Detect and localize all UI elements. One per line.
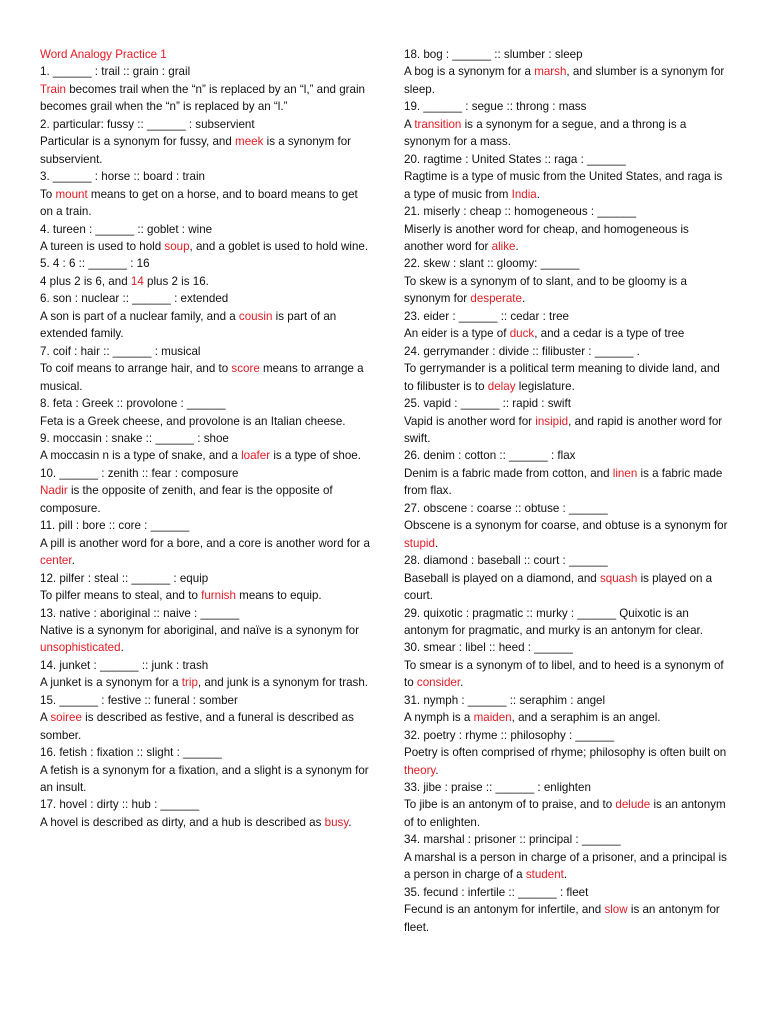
answer-word: delude [615, 798, 651, 812]
analogy-question: 20. ragtime : United States :: raga : ______ [404, 152, 626, 166]
explanation-text-pre: To pilfer means to steal, and to [40, 589, 202, 603]
analogy-explanation [404, 657, 730, 692]
explanation-text-pre: To smear is a synonym of to libel, and to heed is a synonym of to [404, 658, 724, 690]
answer-word: slow [604, 903, 628, 917]
explanation-text-pre: Poetry is often comprised of rhyme; philosophy is often built on [404, 746, 727, 760]
analogy-question: 35. fecund : infertile :: ______ : fleet [404, 885, 589, 899]
answer-word: desperate [470, 292, 522, 306]
analogy-item [404, 779, 730, 831]
analogy-item [404, 884, 730, 936]
analogy-explanation [404, 744, 730, 779]
analogy-item [40, 63, 370, 115]
analogy-question: 32. poetry : rhyme :: philosophy : ______ [404, 728, 615, 742]
analogy-item [404, 831, 730, 883]
explanation-text-pre: To jibe is an antonym of to praise, and to [404, 798, 616, 812]
explanation-text-post: means to get on a horse, and to board means to get on a train. [40, 187, 358, 219]
answer-word: theory [404, 763, 436, 777]
analogy-item [404, 151, 730, 203]
analogy-explanation [404, 360, 730, 395]
analogy-explanation [40, 587, 370, 604]
explanation-text-pre: A tureen is used to hold [40, 239, 165, 253]
explanation-text-post: . [435, 763, 439, 777]
analogy-explanation [40, 674, 370, 691]
explanation-text-post: . [515, 239, 519, 253]
analogy-explanation [404, 221, 730, 256]
analogy-explanation [404, 709, 730, 726]
explanation-text-post: means to arrange a musical. [40, 362, 364, 393]
analogy-question: 15. ______ : festive :: funeral : somber [40, 693, 238, 707]
analogy-item [404, 727, 730, 779]
analogy-question: 29. quixotic : pragmatic :: murky : ______ Quixotic is an antonym for pragmatic, and murky is an antonym for clear. [404, 606, 703, 637]
answer-word: duck [509, 327, 535, 341]
explanation-text-pre: Obscene is a synonym for coarse, and obtuse is a synonym for [404, 519, 728, 533]
analogy-explanation [404, 465, 730, 500]
explanation-text-pre: A bog is a synonym for a [404, 65, 535, 79]
analogy-item [40, 657, 370, 692]
analogy-question: 5. 4 : 6 :: ______ : 16 [40, 257, 150, 271]
explanation-text-post: . [434, 536, 439, 550]
analogy-question: 14. junket : ______ :: junk : trash [40, 658, 209, 672]
analogy-explanation [404, 413, 730, 448]
analogy-item [40, 255, 370, 290]
left-column [40, 46, 370, 831]
analogy-item [40, 290, 370, 342]
analogy-item [40, 395, 370, 430]
analogy-question: 11. pill : bore :: core : ______ [40, 519, 190, 533]
analogy-item [40, 343, 370, 395]
analogy-item [40, 517, 370, 569]
answer-word: score [231, 362, 260, 376]
answer-word: meek [235, 135, 264, 149]
analogy-explanation [404, 325, 730, 342]
analogy-explanation [40, 81, 370, 116]
right-column [404, 46, 730, 936]
analogy-item [404, 46, 730, 98]
analogy-item [40, 744, 370, 796]
answer-word: delay [487, 379, 516, 393]
analogy-explanation [40, 360, 370, 395]
explanation-text-post: means to equip. [235, 589, 322, 603]
analogy-explanation [404, 63, 730, 98]
analogy-question: 7. coif : hair :: ______ : musical [40, 344, 201, 358]
analogy-explanation [40, 814, 370, 831]
analogy-explanation [404, 517, 730, 552]
analogy-question: 16. fetish : fixation :: slight : ______ [40, 746, 222, 760]
worksheet-title: Word Analogy Practice 1 [40, 48, 167, 61]
explanation-text-post: becomes trail when the “n” is replaced by an “l,” and grain becomes grail when the “n” is replaced by an “l.” [40, 82, 365, 114]
explanation-text-pre: Vapid is another word for [404, 414, 536, 428]
explanation-text-pre: A pill is another word for a bore, and a core is another word for a [40, 536, 370, 550]
analogy-explanation [40, 482, 370, 517]
answer-word: transition [414, 117, 462, 131]
analogy-question: 13. native : aboriginal :: naive : ______ [40, 606, 240, 620]
explanation-text-post: is played on a court. [404, 571, 713, 603]
explanation-text-post: is a type of shoe. [270, 449, 361, 463]
analogy-explanation [40, 133, 370, 168]
analogy-question: 22. skew : slant :: gloomy: ______ [404, 257, 580, 271]
analogy-question: 21. miserly : cheap :: homogeneous : ______ [404, 205, 637, 219]
analogy-item [40, 692, 370, 744]
answer-word: stupid [404, 536, 435, 550]
analogy-question: 34. marshal : prisoner :: principal : ______ [404, 833, 621, 847]
explanation-text-post: , and a goblet is used to hold wine. [189, 239, 369, 253]
explanation-text-pre: Feta is a Greek cheese, and provolone is an Italian cheese. [40, 414, 346, 428]
answer-word: Nadir [40, 484, 68, 498]
explanation-text-pre: A [404, 117, 415, 131]
analogy-item [404, 203, 730, 255]
right-items [404, 46, 730, 936]
explanation-text-pre: To coif means to arrange hair, and to [40, 362, 232, 376]
analogy-explanation [404, 570, 730, 605]
explanation-text-post: is an antonym of to enlighten. [404, 798, 726, 829]
analogy-question: 25. vapid : ______ :: rapid : swift [404, 397, 571, 411]
explanation-text-pre: To skew is a synonym of to slant, and to be gloomy is a synonym for [404, 274, 687, 306]
explanation-text-post: legislature. [515, 379, 575, 393]
analogy-item [404, 692, 730, 727]
answer-word: trip [181, 676, 198, 690]
analogy-question: 26. denim : cotton :: ______ : flax [404, 449, 576, 463]
explanation-text-pre: A hovel is described as dirty, and a hub is described as [40, 815, 325, 829]
explanation-text-post: is the opposite of zenith, and fear is the opposite of composure. [40, 484, 333, 515]
explanation-text-post: is a synonym for subservient. [40, 135, 352, 166]
answer-word: India [511, 187, 537, 201]
answer-word: squash [599, 571, 638, 585]
answer-word: student [525, 868, 564, 882]
explanation-text-post: is a fabric made from flax. [404, 466, 723, 498]
analogy-item [40, 116, 370, 168]
analogy-item [40, 570, 370, 605]
answer-word: soiree [50, 711, 82, 725]
explanation-text-pre: A [40, 711, 51, 725]
analogy-item [40, 168, 370, 220]
explanation-text-post: . [563, 868, 568, 882]
analogy-item [404, 395, 730, 447]
analogy-item [404, 605, 730, 640]
analogy-item [404, 343, 730, 395]
analogy-question: 1. ______ : trail :: grain : grail [40, 65, 191, 79]
explanation-text-post: . [521, 292, 526, 306]
explanation-text-post: , and junk is a synonym for trash. [197, 676, 369, 690]
analogy-item [40, 221, 370, 256]
analogy-explanation [40, 535, 370, 570]
answer-word: cousin [238, 309, 273, 323]
explanation-text-pre: A fetish is a synonym for a fixation, and a slight is a synonym for an insult. [40, 763, 369, 795]
explanation-text-pre: Particular is a synonym for fussy, and [40, 135, 236, 149]
explanation-text-pre: To gerrymander is a political term meaning to divide land, and to filibuster is to [404, 362, 720, 393]
explanation-text-post: , and a seraphim is an angel. [511, 711, 661, 725]
explanation-text-pre: An eider is a type of [404, 327, 510, 341]
analogy-question: 33. jibe : praise :: ______ : enlighten [404, 781, 591, 795]
analogy-explanation [404, 849, 730, 884]
explanation-text-pre: To [40, 187, 56, 201]
answer-word: consider [416, 676, 461, 690]
analogy-item [40, 465, 370, 517]
answer-word: marsh [534, 65, 567, 79]
analogy-explanation [40, 273, 370, 290]
answer-word: linen [612, 466, 638, 480]
analogy-question: 9. moccasin : snake :: ______ : shoe [40, 431, 229, 445]
analogy-question: 2. particular: fussy :: ______ : subservient [40, 117, 255, 131]
analogy-question: 12. pilfer : steal :: ______ : equip [40, 571, 209, 585]
explanation-text-post: is an antonym for fleet. [404, 903, 720, 934]
analogy-question: 17. hovel : dirty :: hub : ______ [40, 798, 200, 812]
analogy-question: 6. son : nuclear :: ______ : extended [40, 292, 229, 306]
analogy-question: 24. gerrymander : divide :: filibuster : ______ . [404, 344, 640, 358]
explanation-text-post: . [460, 676, 464, 690]
analogy-question: 8. feta : Greek :: provolone : ______ [40, 397, 226, 411]
analogy-item [40, 430, 370, 465]
explanation-text-pre: A marshal is a person in charge of a prisoner, and a principal is a person in charge of a [404, 850, 727, 882]
analogy-item [40, 605, 370, 657]
explanation-text-post: . [120, 641, 124, 655]
analogy-explanation [40, 762, 370, 797]
explanation-text-post: is part of an extended family. [40, 309, 337, 341]
answer-word: busy [324, 815, 349, 829]
explanation-text-pre: A son is part of a nuclear family, and a [40, 309, 239, 323]
analogy-question: 3. ______ : horse :: board : train [40, 170, 205, 184]
answer-word: center [40, 554, 72, 568]
analogy-explanation [404, 273, 730, 308]
explanation-text-pre: Native is a synonym for aboriginal, and naïve is a synonym for [40, 623, 359, 637]
explanation-text-pre: Ragtime is a type of music from the United States, and raga is a type of music from [404, 170, 723, 201]
analogy-item [404, 98, 730, 150]
explanation-text-post: is described as festive, and a funeral is described as somber. [40, 711, 354, 742]
analogy-question: 10. ______ : zenith :: fear : composure [40, 466, 239, 480]
analogy-item [404, 255, 730, 307]
explanation-text-post: plus 2 is 16. [143, 274, 209, 288]
answer-word: loafer [241, 449, 271, 463]
answer-word: Train [40, 82, 66, 96]
explanation-text-post: . [71, 554, 75, 568]
analogy-explanation [40, 447, 370, 464]
analogy-question: 19. ______ : segue :: throng : mass [404, 100, 587, 114]
analogy-question: 23. eider : ______ :: cedar : tree [404, 309, 569, 323]
analogy-item [404, 552, 730, 604]
explanation-text-post: , and a cedar is a type of tree [534, 327, 685, 341]
analogy-item [404, 308, 730, 343]
analogy-explanation [40, 186, 370, 221]
explanation-text-pre: A moccasin n is a type of snake, and a [40, 449, 242, 463]
explanation-text-post: , and rapid is another word for swift. [404, 414, 723, 445]
answer-word: 14 [130, 274, 144, 288]
explanation-text-post: is a synonym for a segue, and a throng is a synonym for a mass. [404, 117, 687, 149]
analogy-item [40, 796, 370, 831]
analogy-question: 4. tureen : ______ :: goblet : wine [40, 222, 213, 236]
explanation-text-pre: Miserly is another word for cheap, and homogeneous is another word for [404, 222, 689, 253]
analogy-question: 18. bog : ______ :: slumber : sleep [404, 48, 583, 61]
explanation-text-post: . [348, 815, 352, 829]
analogy-explanation [40, 709, 370, 744]
analogy-explanation [404, 796, 730, 831]
explanation-text-pre: A junket is a synonym for a [40, 676, 182, 690]
analogy-explanation [40, 413, 370, 430]
explanation-text-pre: A nymph is a [404, 711, 474, 725]
explanation-text-pre: Baseball is played on a diamond, and [404, 571, 600, 585]
explanation-text-pre: Denim is a fabric made from cotton, and [404, 466, 613, 480]
analogy-question: 30. smear : libel :: heed : ______ [404, 641, 573, 655]
analogy-item [404, 500, 730, 552]
answer-word: unsophisticated [40, 641, 121, 655]
explanation-text-pre: Fecund is an antonym for infertile, and [404, 903, 605, 917]
left-items [40, 63, 370, 831]
answer-word: mount [55, 187, 88, 201]
analogy-explanation [404, 168, 730, 203]
explanation-text-pre: 4 plus 2 is 6, and [40, 274, 131, 288]
analogy-question: 31. nymph : ______ :: seraphim : angel [404, 693, 606, 707]
analogy-explanation [404, 901, 730, 936]
answer-word: insipid [535, 414, 569, 428]
analogy-explanation [40, 238, 370, 255]
answer-word: alike [491, 239, 516, 253]
answer-word: furnish [201, 589, 236, 603]
analogy-explanation [40, 622, 370, 657]
analogy-explanation [404, 116, 730, 151]
analogy-item [404, 639, 730, 691]
answer-word: maiden [473, 711, 512, 725]
analogy-question: 28. diamond : baseball :: court : ______ [404, 554, 608, 568]
analogy-question: 27. obscene : coarse :: obtuse : ______ [404, 501, 608, 515]
explanation-text-post: , and slumber is a synonym for sleep. [404, 65, 725, 96]
analogy-item [404, 447, 730, 499]
analogy-explanation [40, 308, 370, 343]
answer-word: soup [164, 239, 190, 253]
explanation-text-post: . [536, 187, 540, 201]
